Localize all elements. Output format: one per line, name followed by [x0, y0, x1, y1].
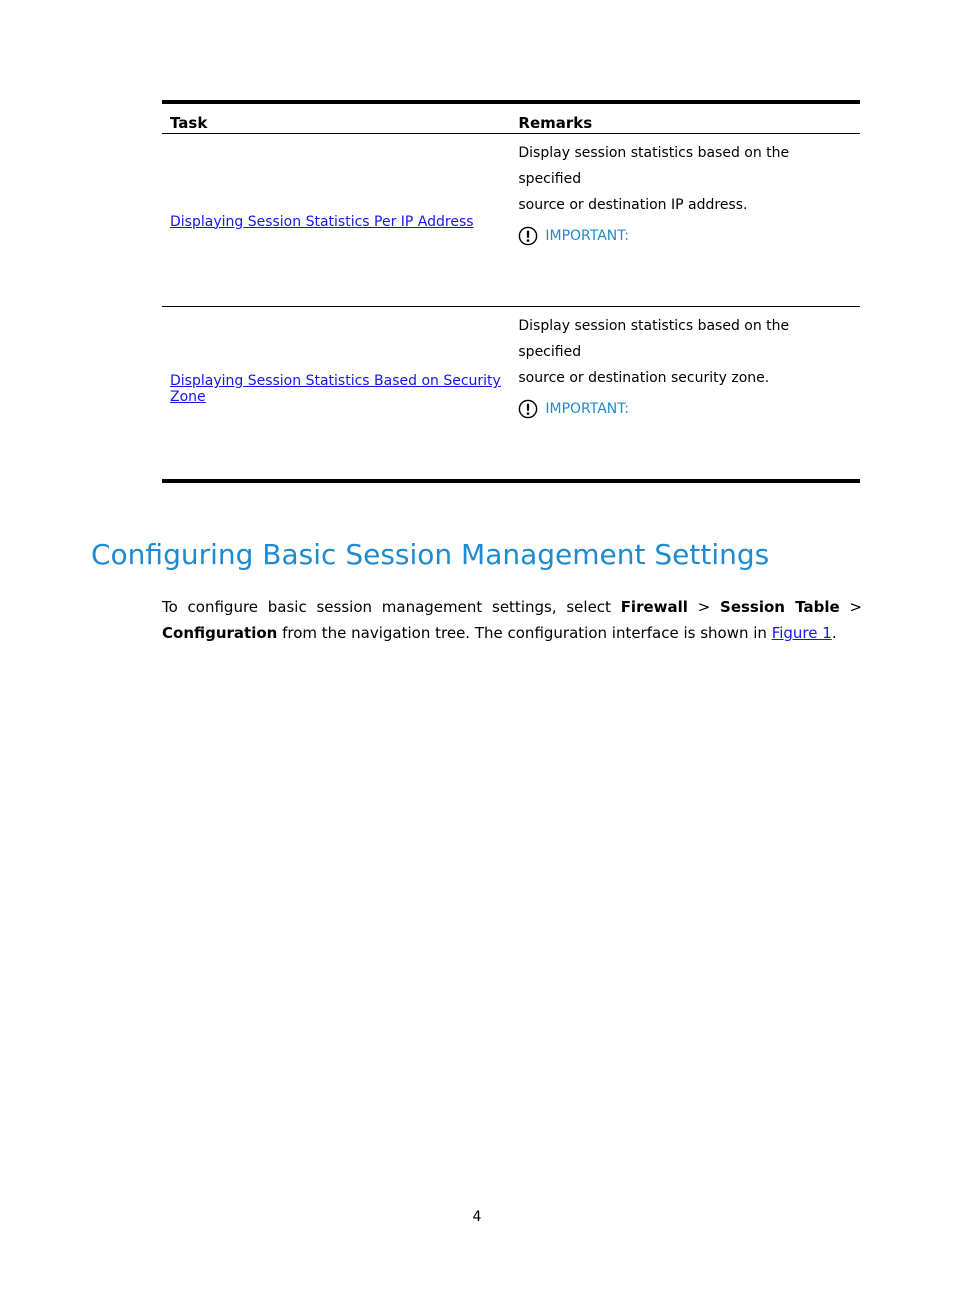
task-cell: [162, 307, 510, 482]
exclamation-circle-icon: [518, 226, 538, 246]
remark-line: source or destination security zone.: [518, 370, 770, 386]
body-paragraph: [162, 594, 862, 646]
paragraph-text: .: [831, 624, 837, 642]
remark-text: [518, 140, 852, 218]
paragraph-text: To configure basic session management settings, select: [162, 598, 621, 616]
menu-firewall: Firewall: [620, 598, 688, 616]
task-link-ip-address[interactable]: Displaying Session Statistics Per IP Address: [170, 213, 474, 230]
page-number: 4: [472, 1209, 482, 1225]
menu-separator: >: [839, 598, 862, 616]
header-remarks: Remarks: [510, 102, 860, 134]
table-row: [162, 134, 860, 307]
remark-text: [518, 313, 852, 391]
section-heading: Configuring Basic Session Management Settings: [91, 538, 770, 571]
task-table: [162, 100, 860, 483]
important-label: IMPORTANT:: [545, 401, 630, 417]
exclamation-circle-icon: [518, 399, 538, 419]
important-label: IMPORTANT:: [545, 228, 630, 244]
figure-link[interactable]: Figure 1: [771, 624, 832, 642]
menu-configuration: Configuration: [162, 624, 278, 642]
important-note: [518, 226, 852, 246]
remark-line: Display session statistics based on the specified: [518, 318, 790, 360]
menu-separator: >: [687, 598, 721, 616]
task-cell: [162, 134, 510, 307]
menu-session-table: Session Table: [720, 598, 840, 616]
remarks-cell: [510, 134, 860, 307]
table-header-row: [162, 102, 860, 134]
paragraph-text: from the navigation tree. The configuration interface is shown in: [277, 624, 772, 642]
remark-line: source or destination IP address.: [518, 197, 748, 213]
table-row: [162, 307, 860, 482]
task-link-security-zone[interactable]: Displaying Session Statistics Based on Security Zone: [170, 373, 501, 405]
header-task: Task: [162, 102, 510, 134]
important-note: [518, 399, 852, 419]
remarks-cell: [510, 307, 860, 482]
remark-line: Display session statistics based on the specified: [518, 145, 790, 187]
